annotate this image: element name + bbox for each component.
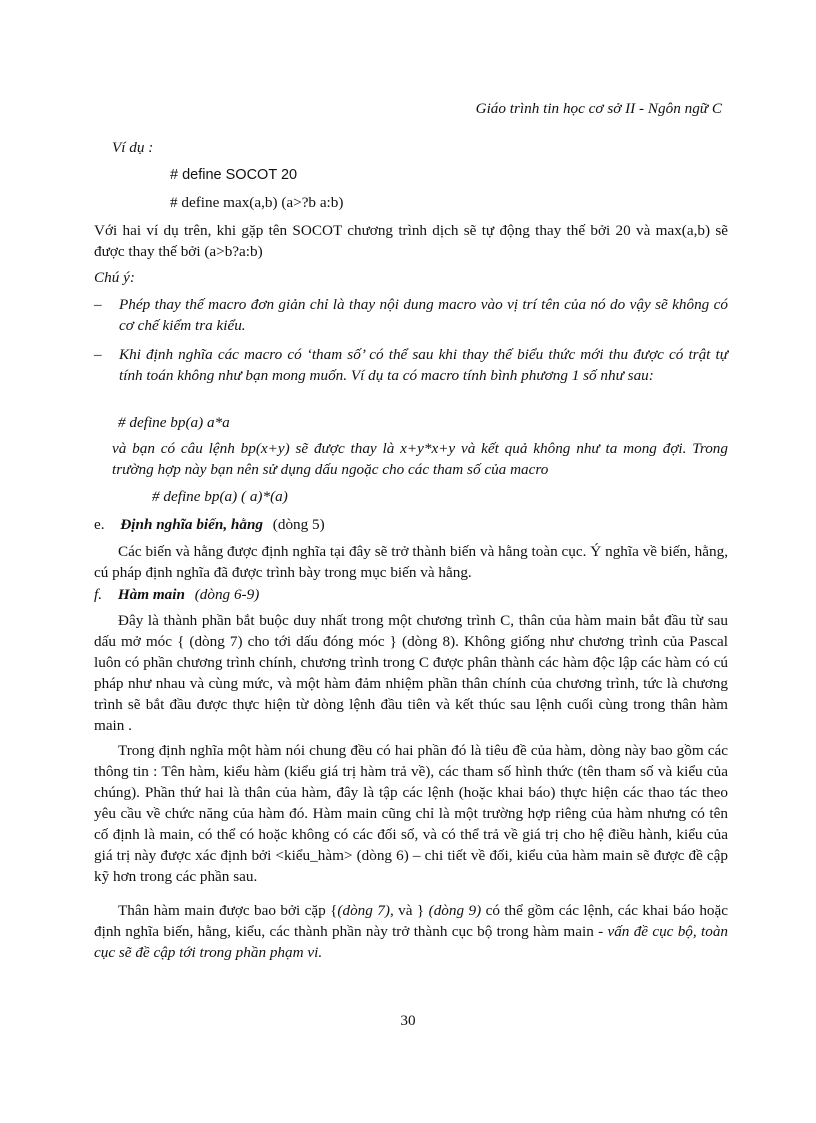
note-paragraph: và bạn có câu lệnh bp(x+y) sẽ được thay là x+y*x+y và kết quả không như ta mong đợi. Trong trường hợp này bạn nên sử dụng dấu ngoặc cho các tham số của macro <box>112 440 728 478</box>
section-e-letter: e. <box>94 516 105 533</box>
note-bullet-2-text: Khi định nghĩa các macro có ‘tham số’ có thể sau khi thay thế biểu thức mới thu được có trật tự tính toán không như bạn mong muốn. Ví dụ ta có macro tính bình phương 1 số như sau: <box>119 346 728 384</box>
p3-text-b: (dòng 7) <box>337 902 390 919</box>
dash-icon: – <box>94 296 102 313</box>
p3-text-d: (dòng 9) <box>428 902 482 919</box>
section-f-title: Hàm main <box>117 586 185 603</box>
note-bullet-1-text: Phép thay thế macro đơn giản chỉ là thay nội dung macro vào vị trí tên của nó do vậy sẽ không có cơ chế kiểm tra kiểu. <box>119 296 728 334</box>
example-label: Ví dụ : <box>112 139 154 156</box>
note-label: Chú ý: <box>94 269 135 286</box>
section-f-letter: f. <box>94 586 103 603</box>
section-f-paragraph-1: Đây là thành phần bắt buộc duy nhất trong một chương trình C, thân của hàm main bắt đầu từ sau dấu mở móc { (dòng 7) cho tới dấu đóng móc } (dòng 8). Không giống như chương trình của Pascal luôn có phần chương trình chính, chương trình trong C được phân thành các hàm độc lập các hàm có cú pháp như nhau và cùng mức, và một hàm đảm nhiệm phần thân chính của chương trình, tức là chương trình sẽ bắt đầu được thực hiện từ dòng lệnh đầu tiên và kết thúc sau lệnh cuối cùng trong thân hàm main . <box>94 612 728 734</box>
p3-text-e: có thể gồm các lệnh, các khai báo hoặc định nghĩa biến, hằng, kiểu, các thành phần này trở thành cục bộ trong hàm main - <box>94 902 728 940</box>
section-f-suffix: (dòng 6-9) <box>194 586 260 603</box>
code-define-bp: # define bp(a) a*a <box>118 414 230 431</box>
p3-text-a: Thân hàm main được bao bởi cặp { <box>118 902 338 919</box>
section-e-body: Các biến và hằng được định nghĩa tại đây sẽ trở thành biến và hằng toàn cục. Ý nghĩa về biến, hằng, cú pháp định nghĩa đã được trình bày trong mục biến và hằng. <box>94 543 728 581</box>
section-e-title: Định nghĩa biến, hằng <box>120 516 263 533</box>
page-number: 30 <box>400 1012 416 1029</box>
p3-text-c: , và } <box>389 902 429 919</box>
code-define-socot: # define SOCOT 20 <box>170 167 298 183</box>
note-bullet-1 <box>94 294 728 336</box>
code-define-max: # define max(a,b) (a>?b a:b) <box>170 194 344 211</box>
section-e-suffix: (dòng 5) <box>272 516 325 533</box>
section-e-heading <box>94 514 706 535</box>
dash-icon: – <box>94 346 102 363</box>
section-f-paragraph-2: Trong định nghĩa một hàm nói chung đều có hai phần đó là tiêu đề của hàm, dòng này bao gồm các thông tin : Tên hàm, kiểu hàm (kiểu giá trị hàm trả về), các tham số hình thức (tên tham số và kiểu của chúng). Phần thứ hai là thân của hàm, đây là tập các lệnh (hoặc khai báo) thực hiện các thao tác theo yêu cầu về chức năng của hàm đó. Hàm main cũng chỉ là một trường hợp riêng của hàm nhưng có tên cố định là main, có thể có hoặc không có các đối số, và có thể trả về giá trị cho hệ điều hành, kiểu của giá trị này được xác định bởi <kiểu_hàm> (dòng 6) – chi tiết về đối, kiểu của hàm main sẽ được đề cập kỹ hơn trong các phần sau. <box>94 742 728 885</box>
note-bullet-2 <box>94 344 728 386</box>
section-f-paragraph-3 <box>94 900 728 963</box>
code-define-bp-fixed: # define bp(a) ( a)*(a) <box>152 488 288 505</box>
page-header: Giáo trình tin học cơ sở II - Ngôn ngữ C <box>475 100 722 117</box>
p3-text-f: vấn đề cục bộ, toàn cục sẽ đề cập tới trong phần phạm vi. <box>94 923 729 961</box>
explain-paragraph: Với hai ví dụ trên, khi gặp tên SOCOT chương trình dịch sẽ tự động thay thế bởi 20 và max(a,b) sẽ được thay thế bởi (a>b?a:b) <box>94 222 728 260</box>
section-f-heading <box>94 584 706 605</box>
